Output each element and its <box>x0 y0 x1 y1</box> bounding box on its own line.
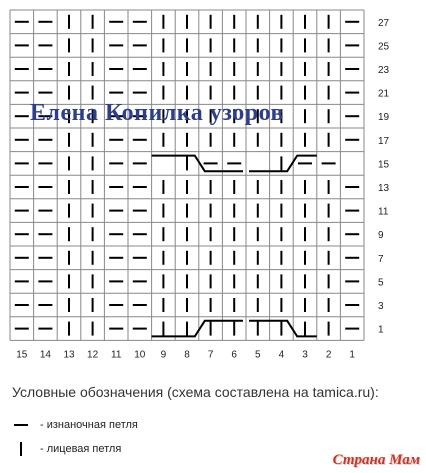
legend-title: Условные обозначения (схема составлена на tamica.ru): <box>12 384 379 400</box>
column-number: 12 <box>87 349 99 361</box>
row-number: 19 <box>378 112 390 124</box>
column-number: 8 <box>184 349 190 361</box>
row-number: 15 <box>378 159 390 171</box>
column-number: 15 <box>16 349 28 361</box>
column-number: 3 <box>302 349 308 361</box>
row-number: 13 <box>378 183 390 194</box>
row-number: 3 <box>378 301 384 312</box>
row-number: 11 <box>378 206 389 218</box>
column-number: 10 <box>134 349 146 361</box>
row-number: 9 <box>378 230 384 242</box>
row-number: 1 <box>378 324 384 336</box>
column-number: 7 <box>207 349 214 361</box>
row-numbers <box>378 18 390 336</box>
column-number: 14 <box>39 349 51 361</box>
site-logo: Страна Мам <box>332 452 420 468</box>
column-number: 2 <box>325 349 332 361</box>
row-number: 27 <box>378 17 390 29</box>
row-number: 7 <box>378 253 384 265</box>
legend-item-purl <box>12 417 138 433</box>
row-number: 21 <box>378 88 390 100</box>
column-number: 1 <box>349 349 355 361</box>
column-number: 11 <box>111 349 122 361</box>
row-number: 5 <box>378 277 384 289</box>
legend-label-purl: - изнаночная петля <box>40 419 138 431</box>
row-number: 23 <box>378 65 390 76</box>
legend-item-knit <box>12 441 121 457</box>
row-number: 17 <box>378 135 390 147</box>
chart-grid <box>10 10 364 340</box>
column-number: 4 <box>278 349 285 361</box>
column-numbers <box>16 349 355 360</box>
column-number: 9 <box>160 349 167 361</box>
column-number: 13 <box>63 349 75 361</box>
knit-stitch-icon <box>12 441 30 457</box>
watermark-text: Елена Копилка узоров <box>30 100 284 126</box>
purl-stitch-icon <box>12 417 30 433</box>
legend-label-knit: - лицевая петля <box>40 443 122 455</box>
column-number: 6 <box>231 349 237 361</box>
column-number: 5 <box>255 349 261 361</box>
row-number: 25 <box>378 41 390 53</box>
